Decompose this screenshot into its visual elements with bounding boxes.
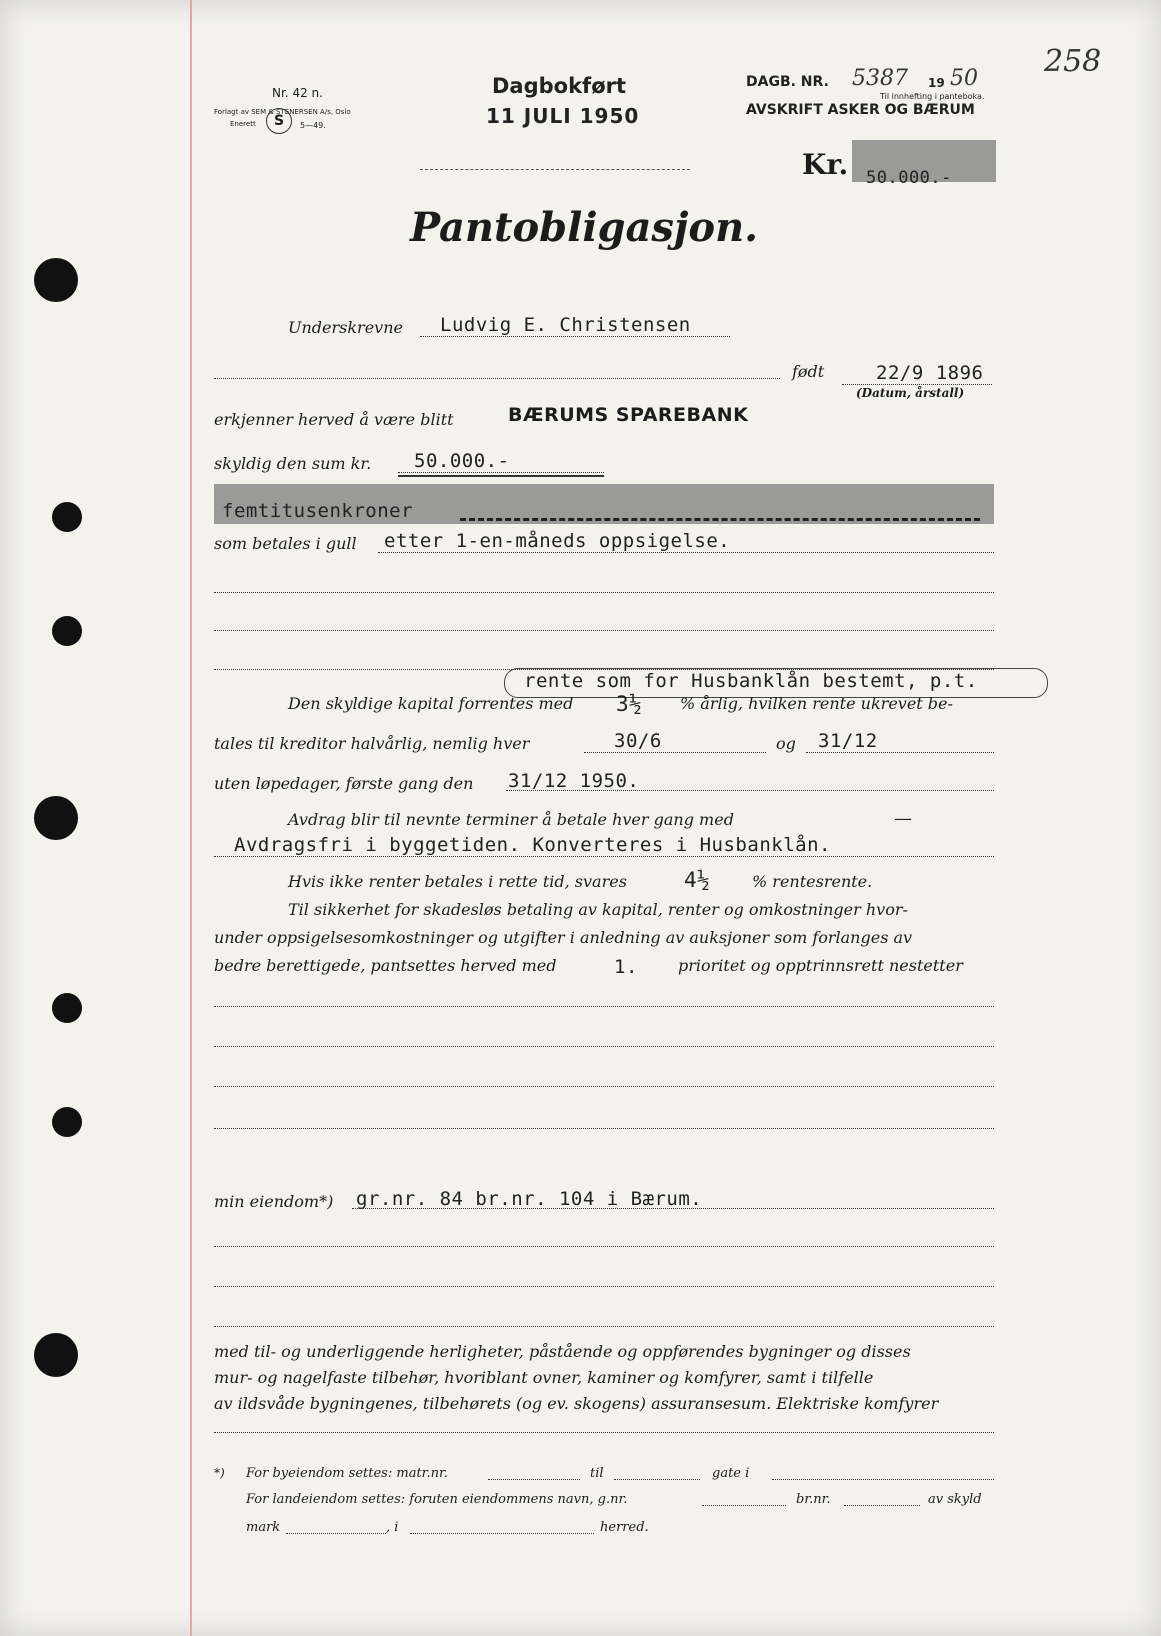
footnote-line3-c: herred. (600, 1520, 649, 1535)
halfyear-value-1: 30/6 (614, 730, 662, 752)
creditor-name: BÆRUMS SPAREBANK (508, 404, 749, 426)
priority-value: 1. (614, 956, 638, 978)
and-label: og (776, 734, 796, 753)
page-title: Pantobligasjon. (410, 204, 759, 251)
security-line-2: under oppsigelsesomkostninger og utgifter i anledning av auksjoner som forlanges av (214, 928, 913, 947)
dagb-nr-label: DAGB. NR. (746, 74, 829, 90)
born-hint: (Datum, årstall) (856, 386, 965, 400)
innheft-note: Til innhefting i panteboka. (880, 92, 985, 101)
punch-hole (52, 1107, 82, 1137)
rights-line-2: mur- og nagelfaste tilbehør, hvoriblant ovner, kaminer og komfyrer, samt i tilfelle (214, 1368, 874, 1387)
late-value: 4½ (684, 868, 711, 892)
first-label: uten løpedager, første gang den (214, 774, 474, 793)
undersigned-label: Underskrevne (288, 318, 403, 337)
page-number: 258 (1044, 44, 1102, 79)
avdrag-value: Avdragsfri i byggetiden. Konverteres i Husbanklån. (234, 834, 831, 856)
undersigned-value: Ludvig E. Christensen (440, 314, 691, 336)
rate-value: 3½ (616, 692, 643, 716)
dagbokfort-stamp: Dagbokført (492, 74, 627, 98)
avdrag-label: Avdrag blir til nevnte terminer å betale hver gang med (288, 810, 734, 829)
punch-hole (34, 258, 78, 302)
header-rule (420, 168, 690, 170)
margin-line (190, 0, 192, 1636)
first-value: 31/12 1950. (508, 770, 640, 792)
footnote-line2-b: br.nr. (796, 1492, 831, 1507)
rate-label-a: Den skyldige kapital forrentes med (288, 694, 574, 713)
amount-value: 50.000.- (866, 168, 952, 188)
born-value: 22/9 1896 (876, 362, 984, 384)
pay-value: etter 1-en-måneds oppsigelse. (384, 530, 731, 552)
avskrift-stamp: AVSKRIFT ASKER OG BÆRUM (746, 102, 975, 118)
late-label-a: Hvis ikke renter betales i rette tid, svares (288, 872, 627, 891)
footnote-line1-c: gate i (712, 1466, 750, 1481)
punch-hole (34, 796, 78, 840)
dagbokfort-date: 11 JULI 1950 (486, 104, 640, 128)
form-publisher: Forlagt av SEM & STENERSEN A/s, Oslo (214, 108, 351, 116)
amount-label: Kr. (802, 148, 849, 181)
acknowledge-label: erkjenner herved å være blitt (214, 410, 454, 429)
rights-line-1: med til- og underliggende herligheter, påstående og oppførendes bygninger og disses (214, 1342, 911, 1361)
late-label-b: % rentesrente. (752, 872, 873, 891)
publisher-logo-icon: S (266, 108, 292, 134)
security-line-3b: prioritet og opptrinnsrett nestetter (678, 956, 963, 975)
footnote-marker: *) (214, 1466, 225, 1480)
property-value: gr.nr. 84 br.nr. 104 i Bærum. (356, 1188, 703, 1210)
rights-line-3: av ildsvåde bygningenes, tilbehørets (og ev. skogens) assuransesum. Elektriske komfyrer (214, 1394, 939, 1413)
footnote-line3-b: , i (386, 1520, 399, 1535)
pay-label: som betales i gull (214, 534, 357, 553)
form-rights: Enerett (230, 120, 256, 128)
owed-label: skyldig den sum kr. (214, 454, 372, 473)
footnote-line1-a: For byeiendom settes: matr.nr. (246, 1466, 448, 1481)
property-label: min eiendom*) (214, 1192, 334, 1211)
rate-label-b: % årlig, hvilken rente ukrevet be- (680, 694, 953, 713)
punch-hole (52, 502, 82, 532)
footnote-line1-b: til (590, 1466, 604, 1481)
rate-insert: rente som for Husbanklån bestemt, p.t. (524, 670, 978, 692)
dagb-nr-value: 5387 (852, 66, 908, 91)
footnote-line2-c: av skyld (928, 1492, 982, 1507)
amount-words: femtitusenkroner (222, 500, 414, 522)
footnote-line2-a: For landeiendom settes: foruten eiendommens navn, g.nr. (246, 1492, 628, 1507)
punch-hole (52, 616, 82, 646)
dagb-year-suffix: 50 (950, 66, 978, 91)
dagb-year-prefix: 19 (928, 76, 945, 90)
footnote-line3-a: mark (246, 1520, 281, 1535)
halfyear-label: tales til kreditor halvårlig, nemlig hver (214, 734, 530, 753)
security-line-3a: bedre berettigede, pantsettes herved med (214, 956, 557, 975)
form-edition: 5—49. (300, 121, 326, 130)
born-label: født (792, 362, 825, 381)
punch-hole (52, 993, 82, 1023)
avdrag-dash: — (894, 808, 912, 829)
security-line-1: Til sikkerhet for skadesløs betaling av kapital, renter og omkostninger hvor- (288, 900, 908, 919)
halfyear-value-2: 31/12 (818, 730, 878, 752)
form-number: Nr. 42 n. (272, 86, 323, 100)
owed-value: 50.000.- (414, 450, 510, 472)
punch-hole (34, 1333, 78, 1377)
